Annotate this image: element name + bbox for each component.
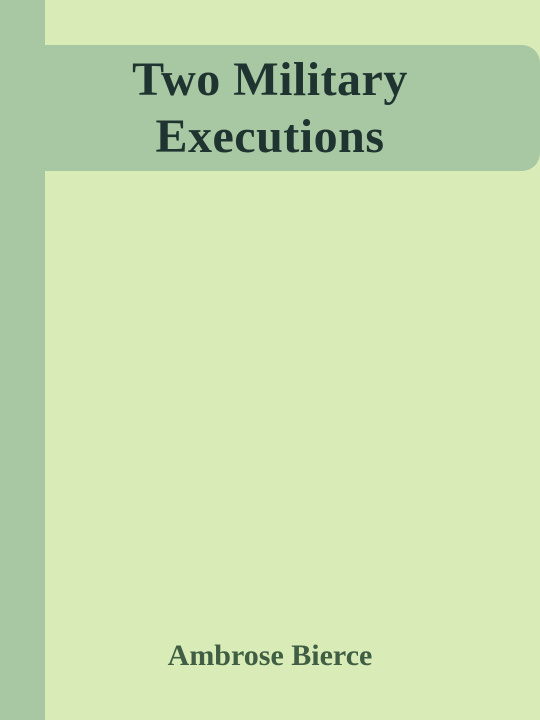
book-author: Ambrose Bierce (167, 639, 373, 672)
book-title (0, 51, 540, 165)
book-title-line-1: Two Military (132, 53, 408, 106)
book-title-line-2: Executions (155, 110, 385, 163)
